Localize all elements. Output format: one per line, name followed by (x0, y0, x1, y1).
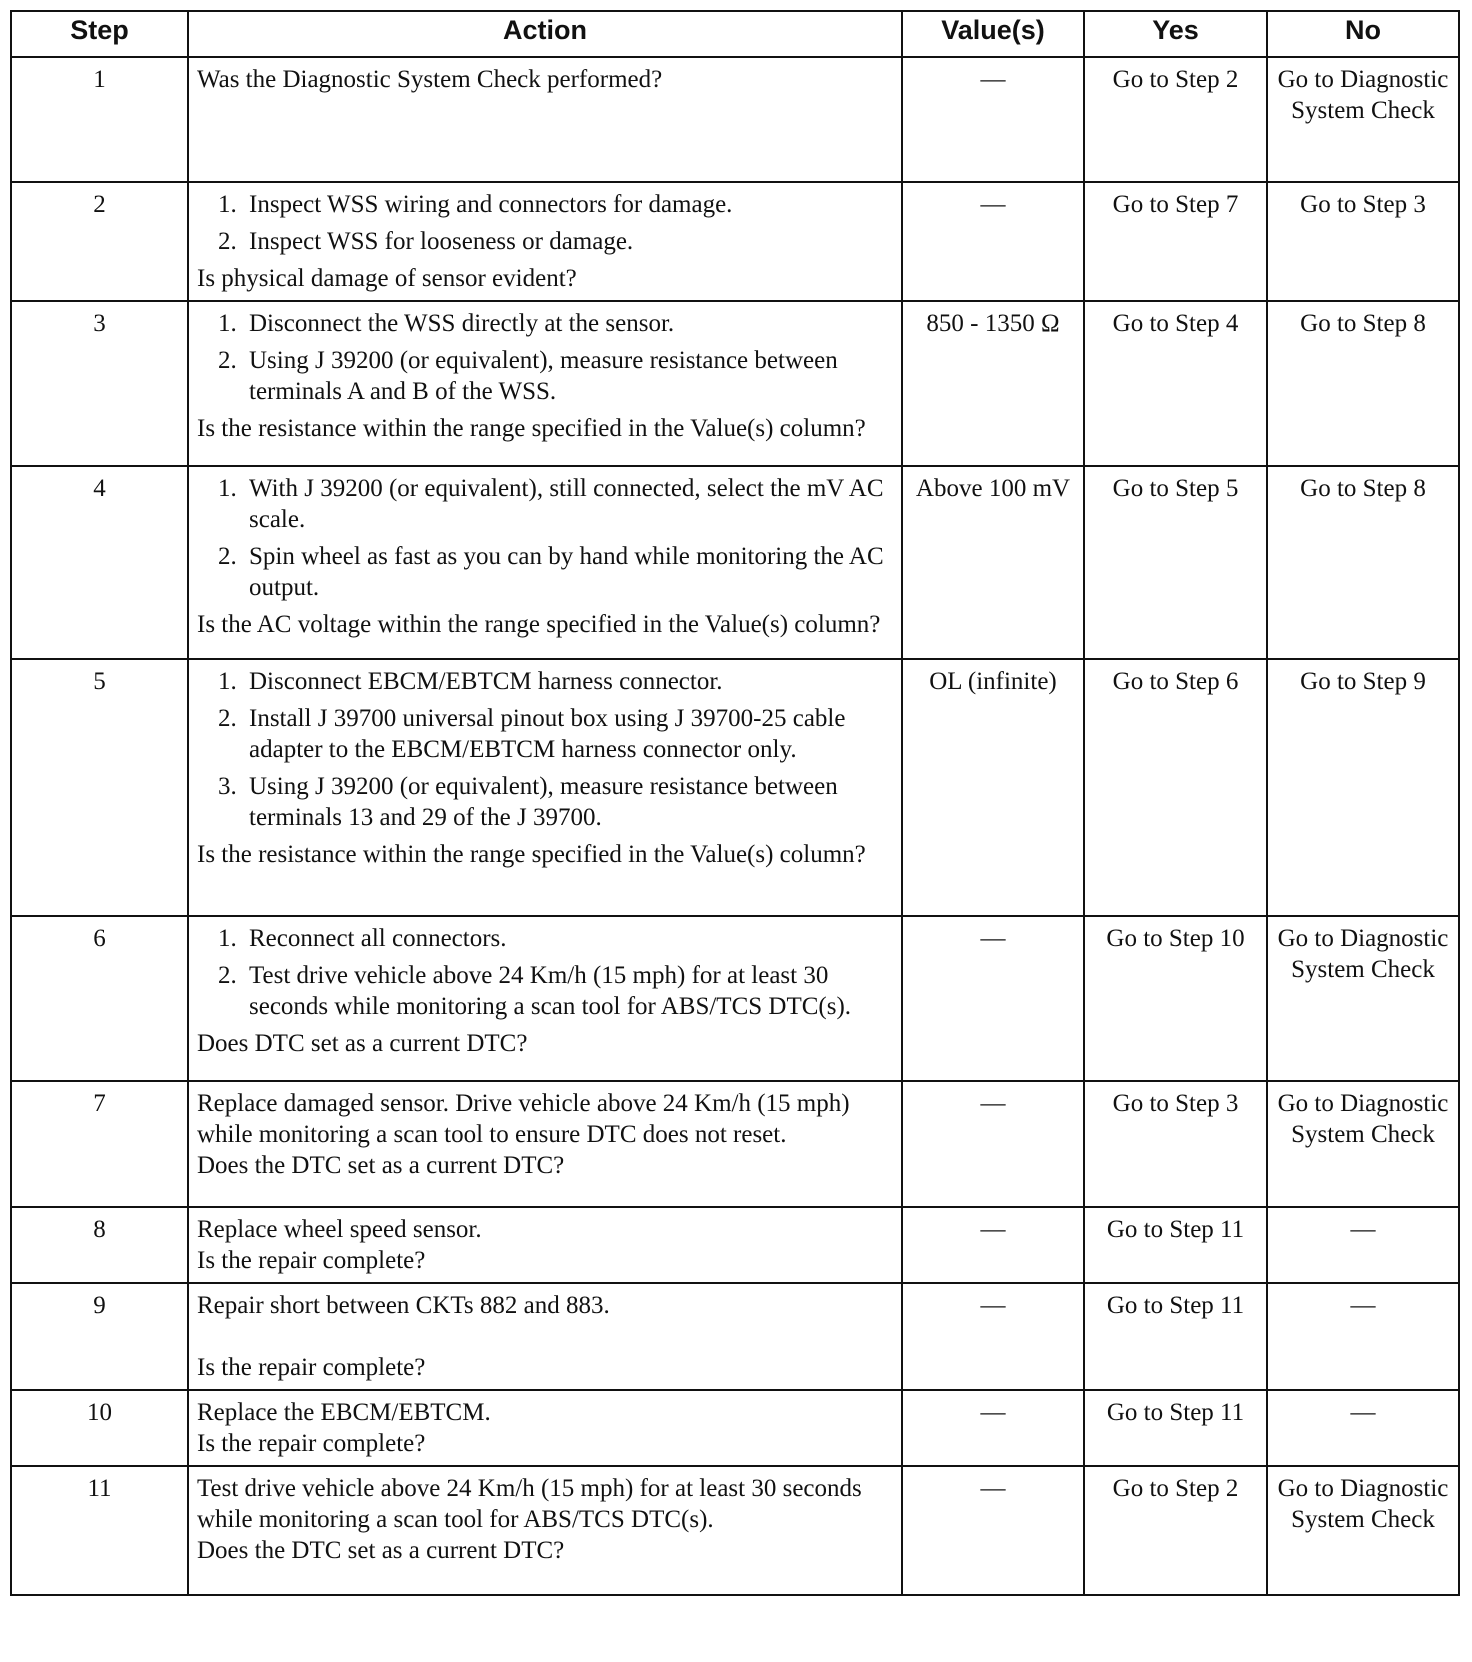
table-row (11, 182, 1459, 301)
value-cell: 850 - 1350 Ω (902, 301, 1084, 466)
action-step: 1. Disconnect the WSS directly at the sensor. (243, 308, 893, 339)
step-number: 2 (11, 182, 188, 301)
action-question: Is the repair complete? (197, 1354, 426, 1381)
action-steps (197, 189, 893, 257)
step-number: 9 (11, 1283, 188, 1390)
step-number: 8 (11, 1207, 188, 1283)
action-question: Is the resistance within the range specified in the Value(s) column? (197, 841, 866, 868)
table-row (11, 57, 1459, 182)
action-instruction: Repair short between CKTs 882 and 883. (197, 1292, 610, 1319)
action-question: Is the repair complete? (197, 1430, 426, 1457)
value-cell: — (902, 1283, 1084, 1390)
step-number: 4 (11, 466, 188, 659)
action-step: 2. Using J 39200 (or equivalent), measure resistance between terminals A and B of the WSS. (243, 345, 893, 407)
step-number: 3 (11, 301, 188, 466)
action-cell (188, 1081, 902, 1207)
value-cell: — (902, 182, 1084, 301)
no-cell: Go to Diagnostic System Check (1267, 916, 1459, 1081)
header-yes: Yes (1084, 11, 1267, 57)
header-values: Value(s) (902, 11, 1084, 57)
value-cell: — (902, 1207, 1084, 1283)
action-step: 3. Using J 39200 (or equivalent), measure resistance between terminals 13 and 29 of the J 39700. (243, 771, 893, 833)
value-cell: Above 100 mV (902, 466, 1084, 659)
yes-cell: Go to Step 3 (1084, 1081, 1267, 1207)
action-cell (188, 1283, 902, 1390)
step-number: 6 (11, 916, 188, 1081)
action-instruction: Replace damaged sensor. Drive vehicle above 24 Km/h (15 mph) while monitoring a scan tool to ensure DTC does not reset. (197, 1090, 850, 1148)
action-question: Is the resistance within the range specified in the Value(s) column? (197, 415, 866, 442)
diagnostic-table (10, 10, 1460, 1596)
value-cell: — (902, 1390, 1084, 1466)
action-cell (188, 57, 902, 182)
no-cell: Go to Step 8 (1267, 466, 1459, 659)
yes-cell: Go to Step 2 (1084, 1466, 1267, 1595)
yes-cell: Go to Step 10 (1084, 916, 1267, 1081)
action-steps (197, 473, 893, 603)
header-action: Action (188, 11, 902, 57)
action-step: 1. Reconnect all connectors. (243, 923, 893, 954)
table-row (11, 466, 1459, 659)
table-row (11, 1466, 1459, 1595)
step-number: 5 (11, 659, 188, 916)
value-cell: — (902, 57, 1084, 182)
action-question: Does the DTC set as a current DTC? (197, 1537, 565, 1564)
table-row (11, 301, 1459, 466)
spacer (197, 1321, 893, 1352)
action-instruction: Replace wheel speed sensor. (197, 1216, 482, 1243)
action-step: 2. Install J 39700 universal pinout box using J 39700-25 cable adapter to the EBCM/EBTCM harness connector only. (243, 703, 893, 765)
table-row (11, 916, 1459, 1081)
action-step: 2. Spin wheel as fast as you can by hand while monitoring the AC output. (243, 541, 893, 603)
action-steps (197, 923, 893, 1022)
yes-cell: Go to Step 11 (1084, 1207, 1267, 1283)
yes-cell: Go to Step 5 (1084, 466, 1267, 659)
yes-cell: Go to Step 11 (1084, 1390, 1267, 1466)
yes-cell: Go to Step 2 (1084, 57, 1267, 182)
action-step: 1. With J 39200 (or equivalent), still connected, select the mV AC scale. (243, 473, 893, 535)
action-cell (188, 1207, 902, 1283)
no-cell: Go to Step 3 (1267, 182, 1459, 301)
table-row (11, 659, 1459, 916)
action-instruction: Replace the EBCM/EBTCM. (197, 1399, 491, 1426)
action-step: 2. Test drive vehicle above 24 Km/h (15 mph) for at least 30 seconds while monitoring a scan tool for ABS/TCS DTC(s). (243, 960, 893, 1022)
no-cell: Go to Diagnostic System Check (1267, 1466, 1459, 1595)
action-cell (188, 1466, 902, 1595)
step-number: 11 (11, 1466, 188, 1595)
no-cell: — (1267, 1207, 1459, 1283)
no-cell: Go to Step 9 (1267, 659, 1459, 916)
table-row (11, 1390, 1459, 1466)
action-cell (188, 182, 902, 301)
action-question: Does DTC set as a current DTC? (197, 1030, 528, 1057)
action-cell (188, 916, 902, 1081)
value-cell: — (902, 1466, 1084, 1595)
action-cell (188, 659, 902, 916)
action-question: Does the DTC set as a current DTC? (197, 1152, 565, 1179)
action-cell (188, 301, 902, 466)
action-step: 1. Disconnect EBCM/EBTCM harness connector. (243, 666, 893, 697)
diagnostic-table-page (10, 10, 1458, 1596)
action-steps (197, 308, 893, 407)
action-cell (188, 466, 902, 659)
value-cell: — (902, 916, 1084, 1081)
yes-cell: Go to Step 6 (1084, 659, 1267, 916)
table-row (11, 1207, 1459, 1283)
no-cell: Go to Diagnostic System Check (1267, 57, 1459, 182)
yes-cell: Go to Step 4 (1084, 301, 1267, 466)
no-cell: — (1267, 1390, 1459, 1466)
action-question: Is the repair complete? (197, 1247, 426, 1274)
table-row (11, 1081, 1459, 1207)
yes-cell: Go to Step 11 (1084, 1283, 1267, 1390)
header-step: Step (11, 11, 188, 57)
no-cell: — (1267, 1283, 1459, 1390)
header-no: No (1267, 11, 1459, 57)
header-row (11, 11, 1459, 57)
yes-cell: Go to Step 7 (1084, 182, 1267, 301)
action-step: 2. Inspect WSS for looseness or damage. (243, 226, 893, 257)
no-cell: Go to Step 8 (1267, 301, 1459, 466)
value-cell: OL (infinite) (902, 659, 1084, 916)
no-cell: Go to Diagnostic System Check (1267, 1081, 1459, 1207)
value-cell: — (902, 1081, 1084, 1207)
step-number: 7 (11, 1081, 188, 1207)
step-number: 10 (11, 1390, 188, 1466)
action-steps (197, 666, 893, 833)
action-cell (188, 1390, 902, 1466)
step-number: 1 (11, 57, 188, 182)
action-question: Is the AC voltage within the range specified in the Value(s) column? (197, 611, 881, 638)
action-step: 1. Inspect WSS wiring and connectors for damage. (243, 189, 893, 220)
action-question: Is physical damage of sensor evident? (197, 265, 577, 292)
action-question: Was the Diagnostic System Check performed? (197, 66, 663, 93)
table-row (11, 1283, 1459, 1390)
action-instruction: Test drive vehicle above 24 Km/h (15 mph) for at least 30 seconds while monitoring a scan tool for ABS/TCS DTC(s). (197, 1475, 862, 1533)
